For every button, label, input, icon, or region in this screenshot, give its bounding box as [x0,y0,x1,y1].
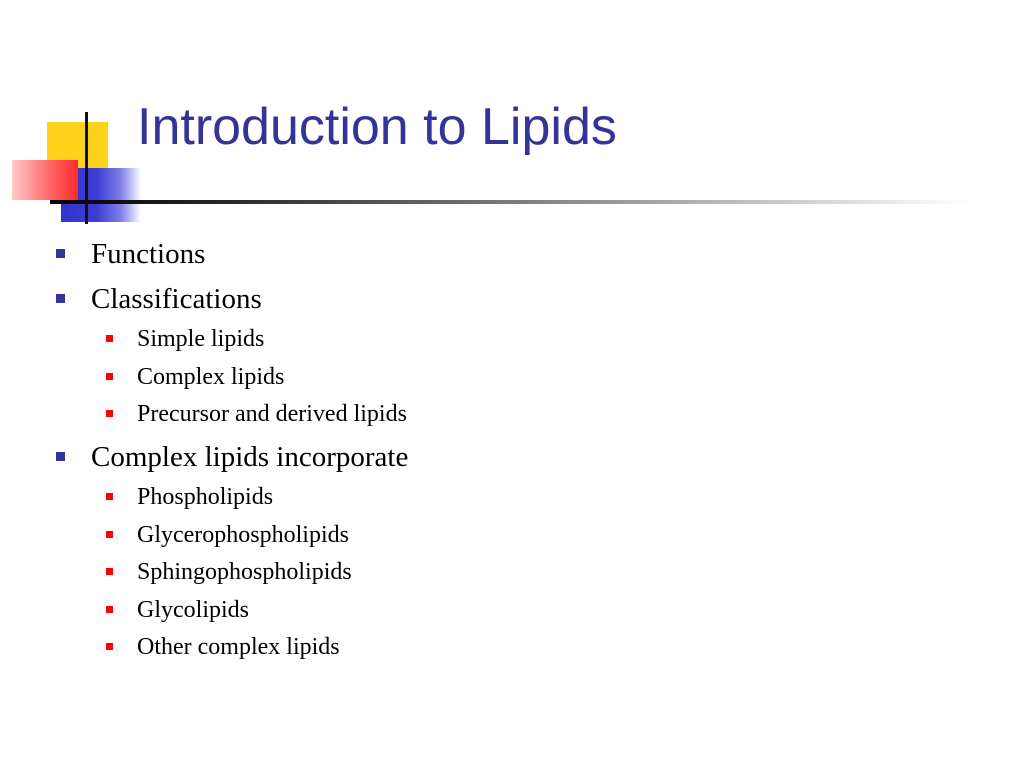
bullet-classifications [91,282,262,316]
square-bullet-icon [106,373,113,380]
slide-title: Introduction to Lipids [137,98,617,156]
sub-bullet-text: Phospholipids [137,484,274,510]
sub-bullet-text: Precursor and derived lipids [137,401,407,427]
square-bullet-icon [56,294,65,303]
sub-bullet-other-complex-lipids [137,633,340,661]
square-bullet-icon [106,643,113,650]
square-bullet-icon [106,410,113,417]
sub-bullet-text: Other complex lipids [137,634,340,660]
sub-bullet-glycolipids [137,596,249,624]
square-bullet-icon [106,493,113,500]
square-bullet-icon [106,606,113,613]
square-bullet-icon [106,335,113,342]
bullet-functions [91,237,205,271]
sub-bullet-text: Simple lipids [137,326,265,352]
bullet-complex-lipids-incorporate [91,440,408,474]
sub-bullet-text: Glycolipids [137,597,249,623]
sub-bullet-complex-lipids [137,363,284,391]
bullet-text: Complex lipids incorporate [91,441,409,473]
sub-bullet-sphingophospholipids [137,558,352,586]
sub-bullet-phospholipids [137,483,273,511]
square-bullet-icon [56,249,65,258]
sub-bullet-text: Glycerophospholipids [137,522,349,548]
bullet-text: Classifications [91,283,262,315]
sub-bullet-simple-lipids [137,325,264,353]
sub-bullet-text: Sphingophospholipids [137,559,352,585]
sub-bullet-glycerophospholipids [137,521,349,549]
bullet-text: Functions [91,238,206,270]
sub-bullet-text: Complex lipids [137,364,285,390]
square-bullet-icon [106,531,113,538]
sub-bullet-precursor-derived-lipids [137,400,407,428]
square-bullet-icon [56,452,65,461]
square-bullet-icon [106,568,113,575]
